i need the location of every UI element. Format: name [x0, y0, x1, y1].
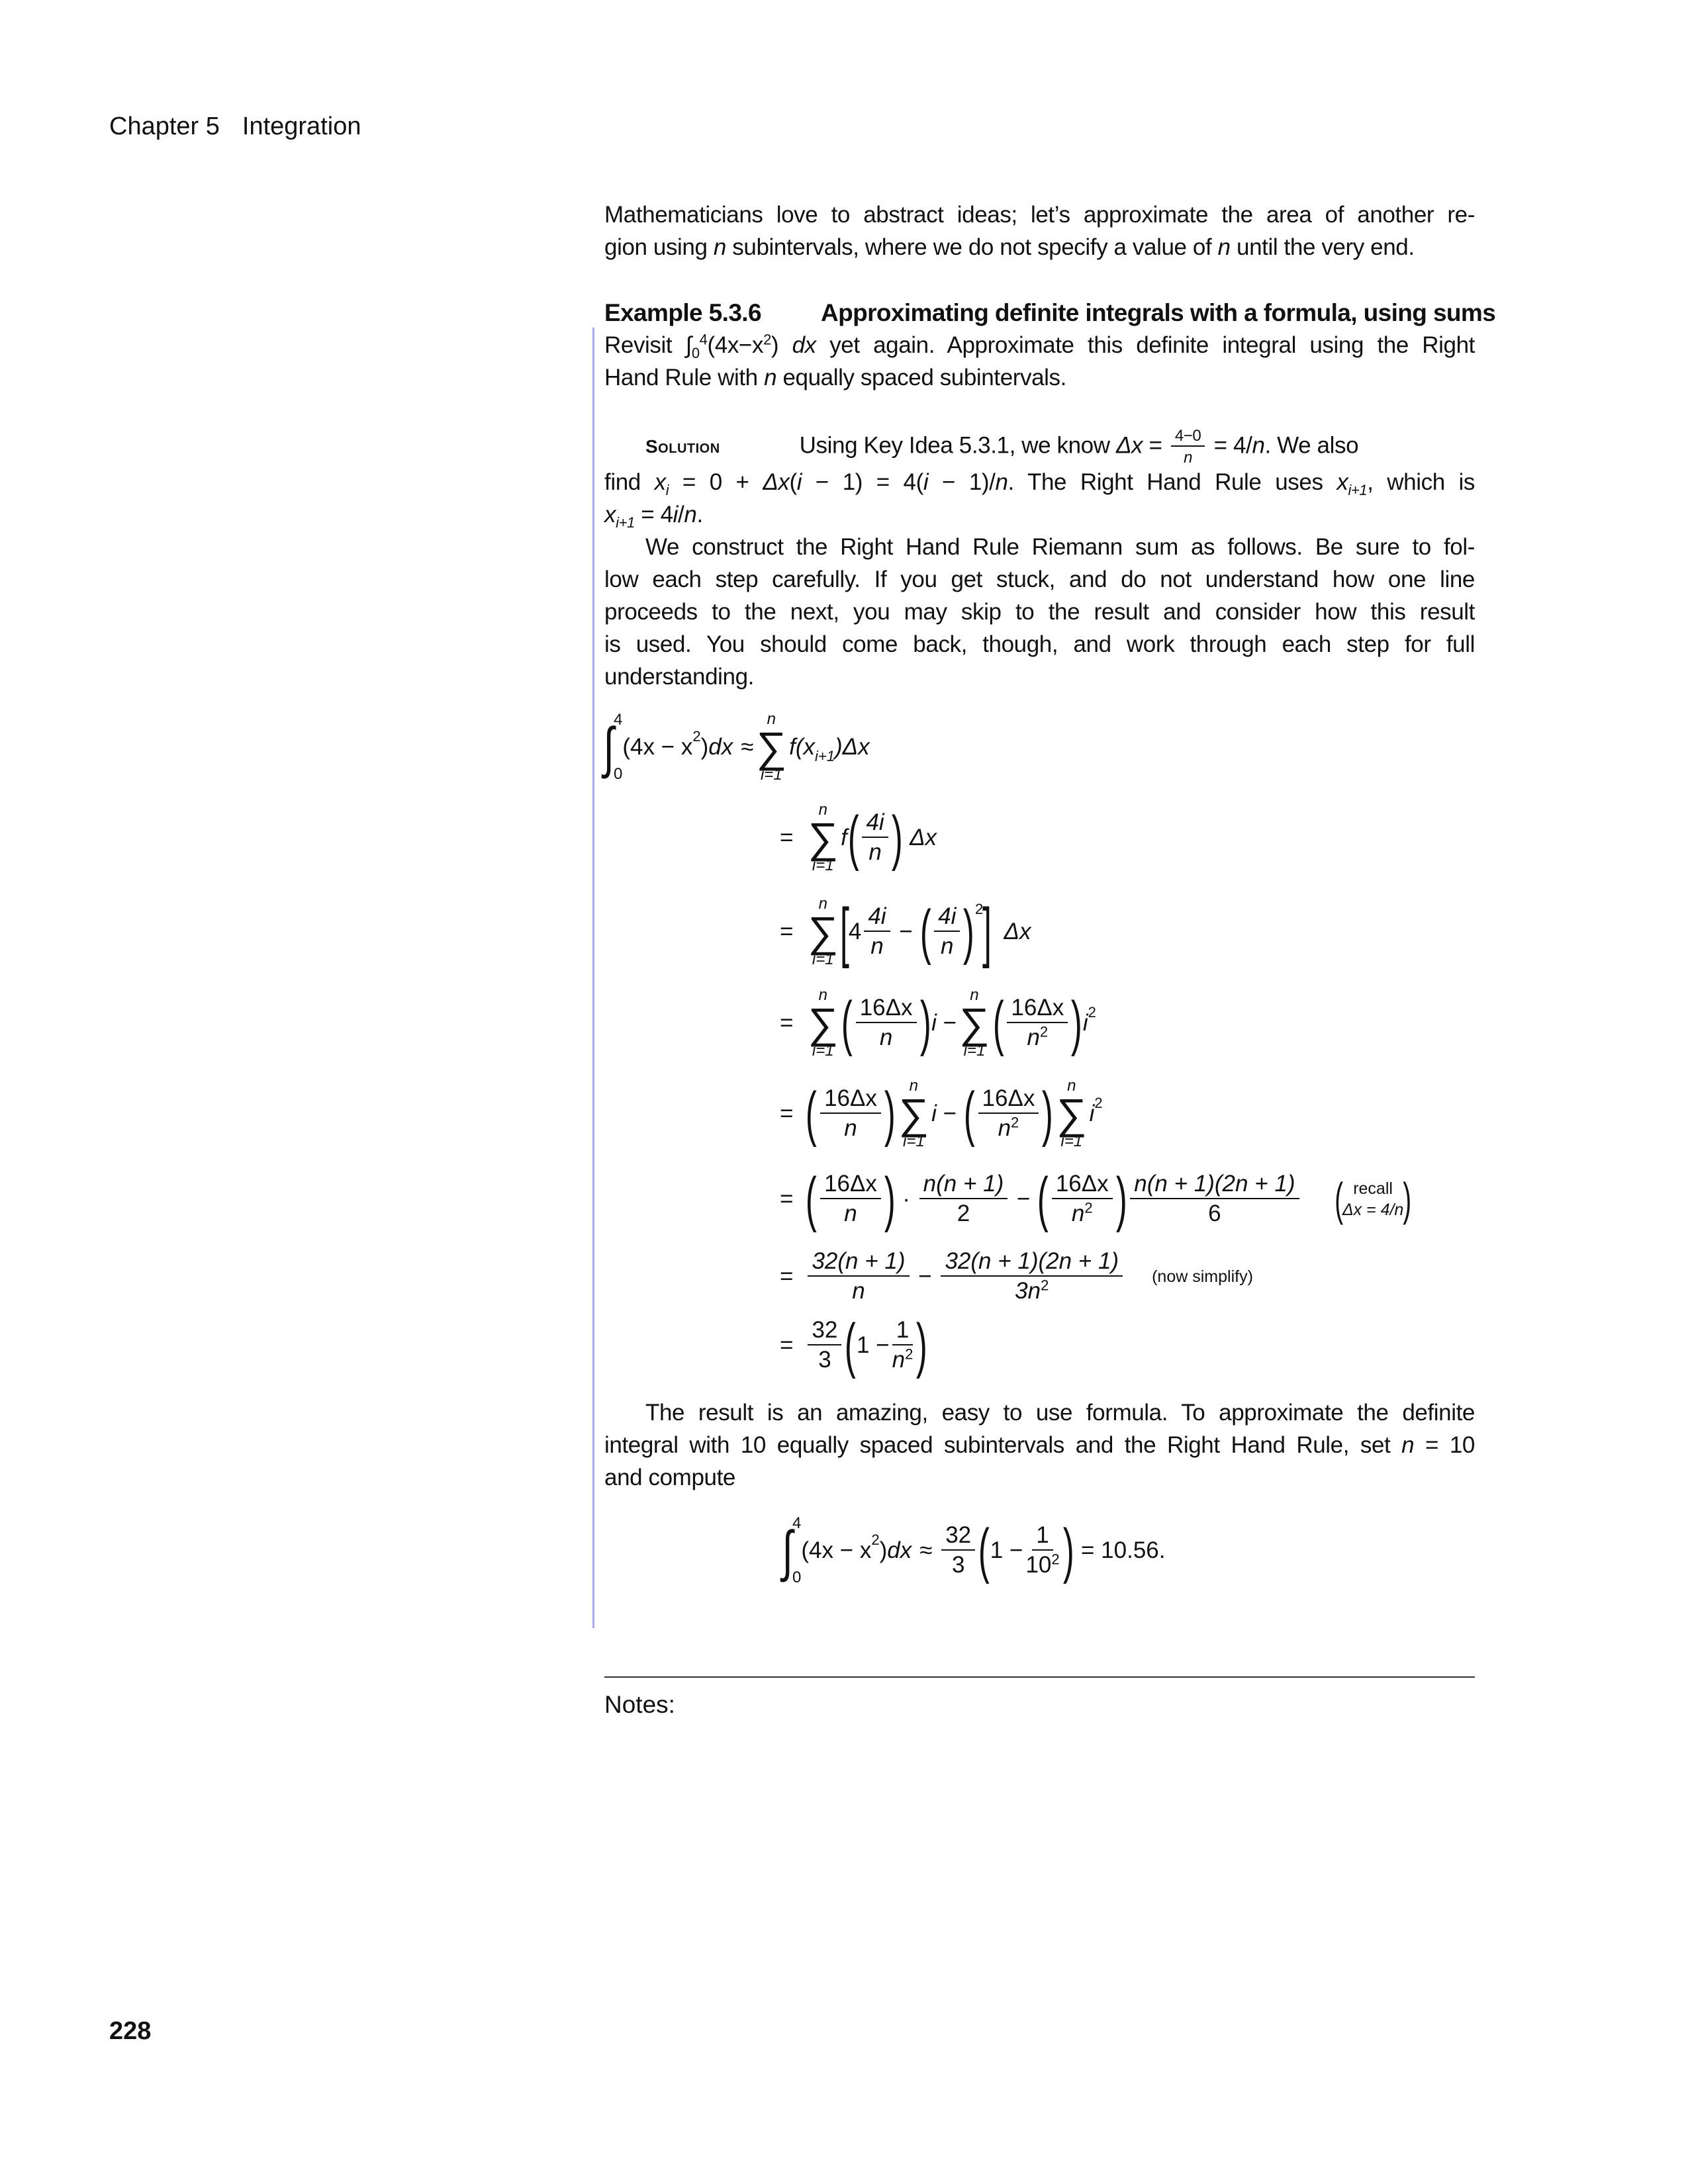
math-token: 16Δx	[820, 1172, 881, 1199]
math-token: 2	[1084, 1199, 1093, 1216]
math-token: f(x	[789, 734, 815, 760]
math-token	[780, 1514, 801, 1587]
math-token: )	[884, 1165, 896, 1233]
math-token: n(n + 1)	[919, 1172, 1008, 1199]
final-equation	[780, 1508, 1165, 1594]
math-token: equally spaced subintervals.	[776, 365, 1066, 390]
example-heading	[604, 296, 1496, 329]
math-token: n	[767, 709, 776, 728]
math-token: i+1	[616, 514, 635, 531]
text-line: understanding.	[604, 664, 754, 690]
math-token	[892, 1345, 914, 1373]
math-token: i=1	[760, 766, 782, 784]
math-token	[808, 896, 838, 968]
solution	[604, 428, 1475, 693]
math-token: i	[1089, 1101, 1095, 1126]
math-token: )	[700, 734, 709, 760]
math-token	[808, 1318, 841, 1373]
math-token: 2	[1039, 1023, 1049, 1040]
math-token: Δx	[763, 469, 790, 496]
math-token: =	[780, 1186, 794, 1212]
math-token: = 10	[1414, 1432, 1475, 1458]
math-token: ·	[902, 1186, 910, 1212]
text-line: We construct the Right Hand Rule Riemann sum as follows. Be sure to fol-	[645, 534, 1475, 561]
page-number: 228	[109, 2017, 152, 2045]
math-token	[1056, 1078, 1087, 1150]
math-token: )	[963, 898, 975, 966]
math-token: )	[916, 1312, 928, 1379]
math-token	[1025, 1551, 1059, 1578]
math-token	[808, 1250, 909, 1304]
math-token: find	[604, 469, 655, 496]
math-token: ∑	[1056, 1089, 1087, 1138]
math-token: (	[1037, 1165, 1049, 1233]
math-token: n	[684, 502, 697, 528]
math-token	[614, 711, 622, 784]
math-token: 2	[1088, 1004, 1096, 1021]
math-token: 32(n + 1)(2n + 1)	[941, 1250, 1123, 1277]
math-token	[1171, 428, 1205, 466]
math-token: − 1)/	[928, 469, 996, 496]
math-token: i=1	[1060, 1132, 1083, 1151]
text-line: is used. You should come back, though, and work through each step for full	[604, 631, 1475, 658]
math-token: ∫	[603, 716, 614, 778]
chapter-title: Integration	[242, 113, 361, 140]
math-token: 4i	[934, 905, 960, 932]
text-line	[604, 1429, 1475, 1461]
math-token: x	[604, 502, 616, 528]
math-token: 1	[892, 1318, 913, 1345]
math-token: until the very end.	[1230, 234, 1415, 260]
derivation-step-5	[780, 1071, 1103, 1157]
math-token: i=1	[812, 1042, 834, 1060]
math-token: )	[1071, 989, 1082, 1057]
math-token: dx	[887, 1537, 912, 1563]
chapter-number: Chapter 5	[109, 113, 220, 140]
math-token: (	[806, 1165, 818, 1233]
math-token: ∑	[808, 813, 839, 862]
math-token: −	[1017, 1186, 1031, 1212]
math-token	[1130, 1172, 1299, 1226]
math-token: i=1	[812, 950, 834, 969]
math-token: )	[884, 1080, 896, 1148]
math-token: i=1	[812, 856, 834, 875]
math-token: )	[1062, 1517, 1074, 1584]
math-token: 2	[1094, 1095, 1103, 1111]
math-token: i	[931, 1010, 937, 1036]
example-margin-bar	[592, 328, 594, 1628]
math-token: 0	[691, 345, 700, 361]
math-token: ∑	[808, 999, 839, 1047]
math-token: = 4	[634, 502, 673, 528]
math-token: )	[771, 332, 779, 358]
derivation-step-4	[780, 980, 1096, 1066]
math-token: i	[796, 469, 802, 496]
math-token: −	[899, 919, 913, 944]
math-token: (	[806, 1080, 818, 1148]
math-token: /	[678, 502, 684, 528]
math-token: Δx = 4/n	[1342, 1201, 1404, 1219]
math-token: ]	[982, 895, 992, 969]
math-token: recall	[1353, 1179, 1393, 1198]
math-token: =	[780, 1010, 794, 1036]
example-number: Example 5.3.6	[604, 299, 761, 326]
final-answer: = 10.56.	[1081, 1537, 1166, 1563]
math-token: n	[870, 933, 884, 959]
math-token	[808, 987, 838, 1060]
math-token: gion using	[604, 234, 714, 260]
math-token: i	[923, 469, 929, 496]
math-token: n	[713, 234, 726, 260]
math-token	[820, 1087, 881, 1141]
result-paragraph	[604, 1396, 1475, 1494]
text-line	[604, 329, 1475, 361]
derivation-step-8	[780, 1302, 928, 1388]
math-token: (	[847, 804, 859, 872]
math-token: (	[845, 1312, 857, 1379]
math-token: ∫	[685, 332, 692, 358]
math-token: x	[1336, 469, 1348, 496]
math-token: (	[789, 469, 797, 496]
derivation-step-3	[780, 889, 1031, 975]
recall-note	[1334, 1173, 1412, 1225]
solution-label: Solution	[645, 436, 720, 457]
math-token: integral with 10 equally spaced subintervals and the Right Hand Rule, set	[604, 1432, 1402, 1458]
math-token: 3	[818, 1347, 831, 1373]
math-token: 2	[905, 1345, 914, 1363]
math-token: 4	[614, 711, 623, 729]
math-token: n	[1184, 449, 1193, 467]
math-token: 3	[951, 1552, 965, 1578]
math-token: 16Δx	[1052, 1172, 1113, 1199]
math-token: i	[665, 482, 669, 499]
math-token: 10	[1025, 1552, 1052, 1578]
math-token: 4	[699, 331, 708, 348]
math-token: )	[1115, 1165, 1127, 1233]
math-token: dx	[708, 734, 733, 760]
math-token: n	[998, 1115, 1011, 1141]
math-token: )	[1403, 1173, 1412, 1225]
math-token: =	[780, 1263, 794, 1289]
math-token: )	[891, 804, 903, 872]
running-header	[109, 113, 361, 141]
math-token: =	[780, 1332, 794, 1358]
math-token: 0	[792, 1569, 802, 1586]
math-token: 16Δx	[978, 1087, 1039, 1114]
math-token: n	[879, 1024, 893, 1050]
math-token: )Δx	[834, 734, 870, 760]
math-token: ≈	[741, 734, 754, 760]
math-token	[820, 1172, 881, 1226]
math-token: Using Key Idea 5.3.1, we know	[799, 432, 1116, 459]
math-token: n(n + 1)(2n + 1)	[1130, 1172, 1299, 1199]
math-token: 32(n + 1)	[808, 1250, 909, 1277]
math-token: 16Δx	[820, 1087, 881, 1114]
math-token: ∑	[898, 1089, 929, 1138]
math-token: Δx	[910, 825, 937, 850]
math-token	[1007, 996, 1068, 1050]
math-token: n	[844, 1201, 857, 1226]
math-token: i	[931, 1101, 937, 1126]
math-token: subintervals, where we do not specify a value of	[726, 234, 1218, 260]
math-token: 6	[1208, 1201, 1221, 1226]
math-token	[899, 1078, 929, 1150]
math-token	[919, 1172, 1008, 1226]
math-token	[862, 811, 888, 865]
math-token: n	[909, 1076, 919, 1095]
math-token: Hand Rule with	[604, 365, 765, 390]
math-token: ∫	[782, 1520, 793, 1582]
math-token: [	[840, 895, 849, 969]
math-token: 2	[1051, 1551, 1060, 1568]
math-token: 3n	[1015, 1278, 1041, 1304]
math-token: n	[818, 985, 827, 1004]
math-token: −	[943, 1010, 957, 1036]
math-token: . We also	[1264, 432, 1359, 459]
math-token	[1025, 1524, 1059, 1578]
math-token: (	[1334, 1173, 1343, 1225]
math-token	[856, 996, 917, 1050]
math-token: 1	[1032, 1524, 1053, 1551]
math-token: )	[879, 1537, 888, 1563]
math-token: (	[963, 1080, 975, 1148]
math-token: (	[841, 989, 853, 1057]
math-token: dx	[792, 332, 816, 358]
math-token	[792, 1514, 801, 1587]
text-line	[604, 231, 1475, 263]
math-token: n	[970, 985, 979, 1004]
math-token: n	[1071, 1201, 1085, 1226]
math-token: n	[941, 933, 954, 959]
math-token: n	[818, 894, 827, 913]
derivation-lhs	[601, 704, 870, 790]
math-token: i+1	[1348, 482, 1368, 499]
math-token: ∑	[756, 723, 787, 771]
math-token: = 4/	[1207, 432, 1252, 459]
math-token	[1072, 1199, 1093, 1226]
math-token: 2	[1011, 1114, 1019, 1131]
math-token	[864, 905, 890, 959]
text-line: Mathematicians love to abstract ideas; let’s approximate the area of another re-	[604, 202, 1475, 228]
math-token: Δx	[1004, 919, 1031, 944]
math-token: (4x−x	[707, 332, 764, 358]
math-token	[756, 711, 786, 784]
math-token: 16Δx	[856, 996, 917, 1023]
math-token: 4	[848, 919, 862, 944]
math-token: 32	[808, 1318, 841, 1345]
math-token: ∑	[959, 999, 990, 1047]
math-token	[808, 802, 838, 874]
math-token: x	[654, 469, 666, 496]
math-token: 2	[1041, 1277, 1049, 1294]
text-line	[604, 428, 1475, 466]
math-token: 1 −	[990, 1537, 1023, 1563]
math-token: 2	[692, 728, 701, 745]
math-token: −	[943, 1101, 957, 1126]
math-token: i=1	[903, 1132, 925, 1151]
math-token: n	[1252, 432, 1265, 459]
math-token: =	[780, 825, 794, 850]
math-token: n	[844, 1115, 857, 1141]
example-title: Approximating definite integrals with a formula, using sums	[820, 299, 1496, 326]
math-token: yet again. Approximate this definite integral using the Right	[816, 332, 1476, 358]
math-token: n	[1067, 1076, 1076, 1095]
math-token	[1052, 1172, 1113, 1226]
math-token: n	[818, 800, 827, 819]
math-token	[959, 987, 990, 1060]
math-token	[892, 1318, 914, 1373]
math-token: 2	[871, 1531, 880, 1548]
math-token: −	[918, 1263, 932, 1289]
math-token	[941, 1524, 975, 1578]
math-token: Δx	[1115, 432, 1143, 459]
math-token: 0	[614, 765, 623, 783]
text-line: The result is an amazing, easy to use formula. To approximate the definite	[645, 1400, 1475, 1426]
math-token: (	[978, 1517, 990, 1584]
notes-divider	[604, 1676, 1475, 1678]
math-token: n	[995, 469, 1008, 496]
math-token: 4−0	[1171, 428, 1205, 447]
math-token: = 0 +	[669, 469, 763, 496]
math-token	[934, 905, 960, 959]
math-token: )	[919, 989, 931, 1057]
simplify-note: (now simplify)	[1152, 1267, 1253, 1286]
derivation-step-6	[780, 1156, 1411, 1242]
math-token: 1 −	[857, 1332, 890, 1358]
math-token: n	[764, 365, 777, 390]
math-token: )	[1042, 1080, 1054, 1148]
math-token: 4i	[862, 811, 888, 838]
math-token: i=1	[963, 1042, 986, 1060]
math-token: (	[919, 898, 931, 966]
math-token	[601, 711, 622, 784]
math-token: ≈	[919, 1537, 933, 1563]
text-line	[604, 466, 1475, 498]
derivation-step-2	[780, 795, 937, 881]
text-line	[604, 498, 1475, 531]
math-token: 2	[957, 1201, 970, 1226]
math-token: n	[1401, 1432, 1415, 1458]
math-token: − 1) = 4(	[802, 469, 923, 496]
math-token: n	[1217, 234, 1231, 260]
notes-label: Notes:	[604, 1691, 675, 1718]
text-line: proceeds to the next, you may skip to the result and consider how this result	[604, 599, 1475, 625]
math-token: n	[1027, 1024, 1040, 1050]
math-token: =	[780, 919, 794, 944]
math-token	[978, 1087, 1039, 1141]
math-token: =	[780, 1101, 794, 1126]
text-line: and compute	[604, 1465, 735, 1490]
math-token: 4	[792, 1514, 802, 1532]
math-token: ∑	[808, 907, 839, 956]
math-token: 4i	[864, 905, 890, 932]
math-token: n	[892, 1347, 906, 1373]
math-token: i	[1082, 1010, 1088, 1036]
math-token	[941, 1250, 1123, 1304]
math-token: i	[673, 502, 679, 528]
math-token: Revisit	[604, 332, 686, 358]
subscript-i-plus-1: i+1	[815, 748, 835, 764]
math-token: n	[868, 839, 882, 865]
math-token: 16Δx	[1007, 996, 1068, 1023]
example-box	[604, 296, 1496, 394]
math-token: =	[1143, 432, 1168, 459]
math-token: 2	[975, 901, 984, 917]
math-token: .	[696, 502, 703, 528]
math-token: n	[852, 1278, 865, 1304]
intro-paragraph	[604, 199, 1475, 263]
math-token	[998, 1114, 1019, 1141]
math-token	[1027, 1023, 1048, 1050]
math-token	[1342, 1178, 1404, 1221]
math-token: , which is	[1367, 469, 1475, 496]
math-token: 32	[941, 1524, 975, 1551]
text-line: low each step carefully. If you get stuck, and do not understand how one line	[604, 567, 1475, 593]
math-token: f	[841, 825, 847, 850]
math-token	[1015, 1277, 1049, 1304]
math-token: 2	[763, 331, 771, 348]
math-token: (4x − x	[622, 734, 693, 760]
math-token: . The Right Hand Rule uses	[1008, 469, 1337, 496]
text-line	[604, 361, 1475, 394]
math-token: (	[992, 989, 1004, 1057]
math-token: (4x − x	[801, 1537, 872, 1563]
